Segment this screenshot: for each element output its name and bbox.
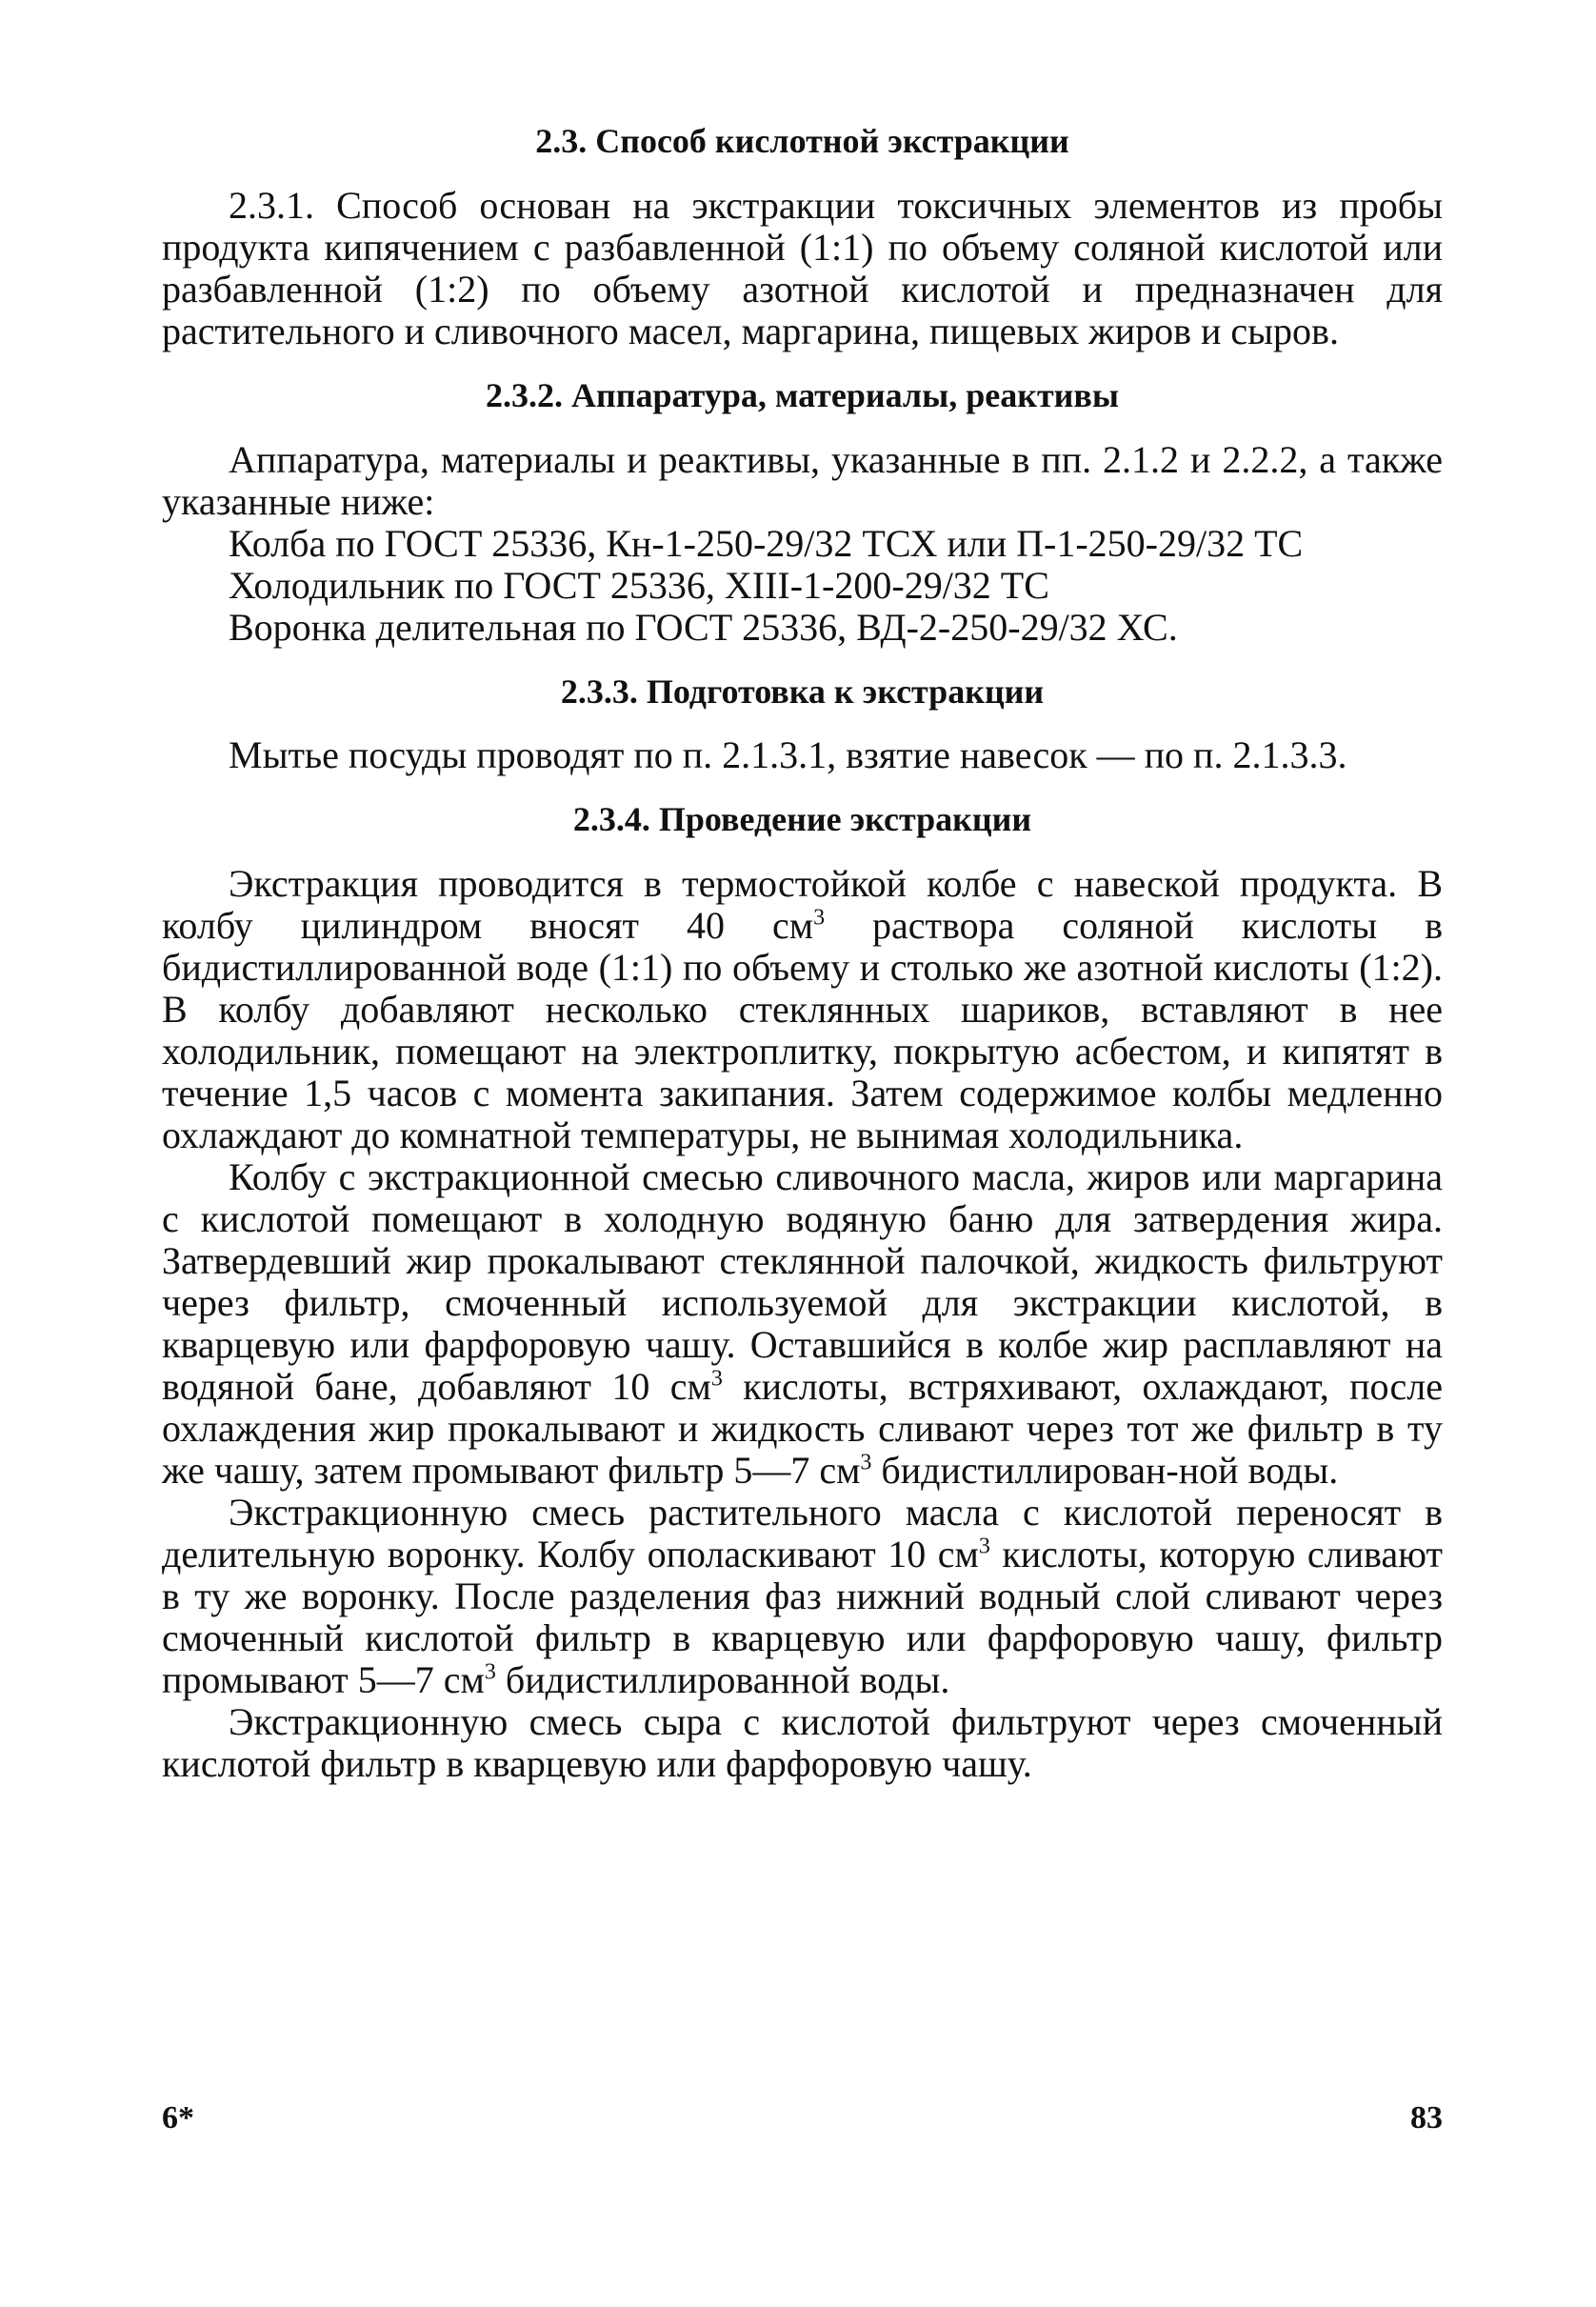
paragraph-2-3-4-1: Экстракция проводится в термостойкой колбе с навеской продукта. В колбу цилиндром вносят 40 $см^3$ раствора соляной кислоты в бидистиллированной воде (1:1) по объему и столько же азотной кислоты (1:2). В колбу добавляют несколько стеклянных шариков, вставляют в нее холодильник, помещают на электроплитку, покрытую асбестом, и кипятят в течение 1,5 часов с момента закипания. Затем содержимое колбы медленно охлаждают до комнатной температуры, не вынимая холодильника.	[162, 862, 1443, 1157]
section-heading-2-3-4: 2.3.4. Проведение экстракции	[572, 800, 1032, 839]
signature-mark: 6*	[162, 2100, 194, 2136]
document-page	[162, 119, 1443, 1785]
paragraph-2-3-4-4: Экстракционную смесь сыра с кислотой фильтруют через смоченный кислотой фильтр в кварцевую или фарфоровую чашу.	[162, 1700, 1443, 1786]
list-item: Колба по ГОСТ 25336, Кн-1-250-29/32 ТСХ или П-1-250-29/32 ТС	[229, 521, 1304, 565]
section-heading-2-3-3: 2.3.3. Подготовка к экстракции	[560, 672, 1045, 711]
section-heading-2-3: 2.3. Способ кислотной экстракции	[535, 122, 1069, 160]
paragraph-2-3-3: Мытье посуды проводят по п. 2.1.3.1, взятие навесок — по п. 2.1.3.3.	[229, 733, 1347, 777]
paragraph-2-3-2-intro: Аппаратура, материалы и реактивы, указанные в пп. 2.1.2 и 2.2.2, а также указанные ниже:	[162, 437, 1443, 523]
paragraph-2-3-4-3: Экстракционную смесь растительного масла с кислотой переносят в делительную воронку. Колбу ополаскивают 10 $см^3$ кислоты, которую сливают в ту же воронку. После разделения фаз нижний водный слой сливают через смоченный кислотой фильтр в кварцевую или фарфоровую чашу, фильтр промывают 5—7 $см^3$ бидистиллированной воды.	[162, 1491, 1443, 1702]
section-heading-2-3-2: 2.3.2. Аппаратура, материалы, реактивы	[486, 375, 1119, 414]
equipment-list	[162, 523, 1443, 649]
paragraph-2-3-4-2: Колбу с экстракционной смесью сливочного масла, жиров или маргарина с кислотой помещают в холодную водяную баню для затвердения жира. Затвердевший жир прокалывают стеклянной палочкой, жидкость фильтруют через фильтр, смоченный используемой для экстракции кислотой, в кварцевую или фарфоровую чашу. Оставшийся в колбе жир расплавляют на водяной бане, добавляют 10 $см^3$ кислоты, встряхивают, охлаждают, после охлаждения жир прокалывают и жидкость сливают через тот же фильтр в ту же чашу, затем промывают фильтр 5—7 $см^3$ бидистиллирован-ной воды.	[162, 1155, 1443, 1493]
list-item: Холодильник по ГОСТ 25336, ХIII-1-200-29/32 ТС	[229, 563, 1049, 607]
paragraph-2-3-1: 2.3.1. Способ основан на экстракции токсичных элементов из пробы продукта кипячением с разбавленной (1:1) по объему соляной кислотой или разбавленной (1:2) по объему азотной кислотой и предназначен для растительного и сливочного масел, маргарина, пищевых жиров и сыров.	[162, 183, 1443, 352]
list-item: Воронка делительная по ГОСТ 25336, ВД-2-250-29/32 ХС.	[229, 605, 1178, 649]
page-number: 83	[1410, 2100, 1443, 2136]
